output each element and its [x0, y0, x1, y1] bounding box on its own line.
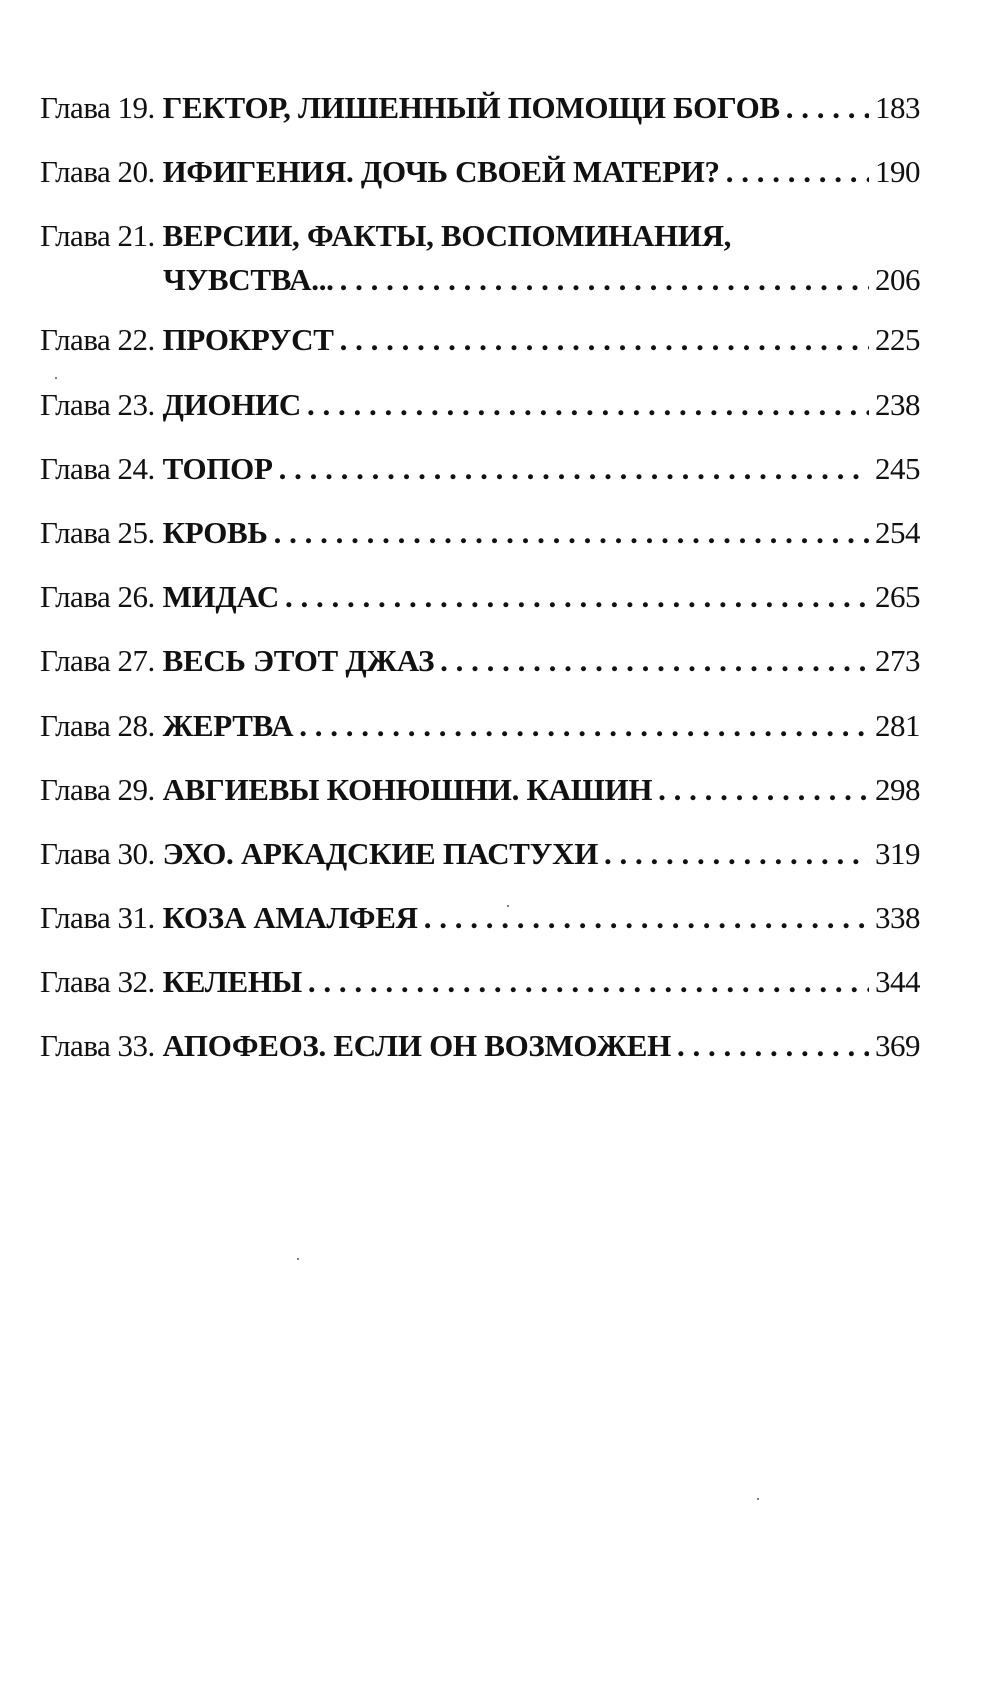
chapter-number: Глава 26. [40, 579, 155, 615]
toc-entry-25[interactable] [40, 513, 920, 577]
chapter-title: АВГИЕВЫ КОНЮШНИ. КАШИН [162, 771, 653, 807]
toc-entry-line-continued [40, 260, 920, 304]
toc-entry-30[interactable] [40, 834, 920, 898]
chapter-number: Глава 30. [40, 835, 155, 871]
chapter-number: Глава 31. [40, 900, 155, 936]
chapter-number: Глава 29. [40, 771, 155, 807]
toc-entry-28[interactable] [40, 706, 920, 770]
scan-speck [507, 905, 509, 907]
page-number: 190 [875, 154, 920, 190]
dot-leader [786, 88, 869, 128]
toc-entry-29[interactable] [40, 770, 920, 834]
dot-leader [726, 152, 869, 192]
page-number: 265 [875, 579, 920, 615]
dot-leader [279, 449, 869, 489]
chapter-title: КРОВЬ [162, 514, 268, 550]
toc-entry-23[interactable] [40, 385, 920, 449]
toc-entry-line [40, 216, 920, 260]
toc-entry-33[interactable] [40, 1026, 920, 1090]
toc-entry-26[interactable] [40, 577, 920, 641]
dot-leader [424, 898, 869, 938]
chapter-title: ВЕРСИИ, ФАКТЫ, ВОСПОМИНАНИЯ, [162, 218, 732, 254]
chapter-number: Глава 20. [40, 154, 155, 190]
dot-leader [308, 962, 869, 1002]
scan-speck [297, 1258, 299, 1260]
page-number: 238 [875, 386, 920, 422]
toc-entry-32[interactable] [40, 962, 920, 1026]
chapter-title: КЕЛЕНЫ [162, 964, 302, 1000]
dot-leader [299, 706, 869, 746]
page-number: 298 [875, 771, 920, 807]
chapter-number: Глава 22. [40, 322, 155, 358]
page-number: 245 [875, 450, 920, 486]
dot-leader [604, 834, 869, 874]
page-number: 225 [875, 322, 920, 358]
toc-entry-31[interactable] [40, 898, 920, 962]
toc-entry-22[interactable] [40, 320, 920, 384]
chapter-title: АПОФЕОЗ. ЕСЛИ ОН ВОЗМОЖЕН [162, 1028, 671, 1064]
chapter-title: МИДАС [162, 579, 279, 615]
chapter-number: Глава 33. [40, 1028, 155, 1064]
chapter-number: Глава 23. [40, 386, 155, 422]
toc-entry-19[interactable] [40, 88, 920, 152]
page-number: 344 [875, 964, 920, 1000]
page-number: 206 [875, 262, 920, 298]
chapter-number: Глава 28. [40, 707, 155, 743]
page-number: 281 [875, 707, 920, 743]
chapter-title: ЭХО. АРКАДСКИЕ ПАСТУХИ [162, 835, 599, 871]
chapter-title: ГЕКТОР, ЛИШЕННЫЙ ПОМОЩИ БОГОВ [162, 90, 780, 125]
chapter-title: КОЗА АМАЛФЕЯ [162, 900, 418, 936]
chapter-number: Глава 27. [40, 643, 155, 679]
chapter-title: ТОПОР [162, 450, 273, 486]
chapter-title: ИФИГЕНИЯ. ДОЧЬ СВОЕЙ МАТЕРИ? [162, 154, 720, 190]
toc-entry-27[interactable] [40, 641, 920, 705]
dot-leader [677, 1026, 869, 1066]
scan-speck [757, 1498, 759, 1500]
toc-entry-24[interactable] [40, 449, 920, 513]
page-number: 254 [875, 514, 920, 550]
dot-leader [285, 577, 869, 617]
dot-leader [307, 385, 869, 425]
chapter-title-continued: ЧУВСТВА... [163, 262, 334, 298]
dot-leader [340, 320, 869, 360]
chapter-title: ЖЕРТВА [162, 707, 294, 743]
table-of-contents [40, 88, 920, 1091]
chapter-title: ВЕСЬ ЭТОТ ДЖАЗ [162, 643, 435, 679]
dot-leader [340, 260, 869, 300]
toc-entry-20[interactable] [40, 152, 920, 216]
page-number: 369 [875, 1028, 920, 1064]
chapter-number: Глава 25. [40, 514, 155, 550]
scan-speck [55, 377, 57, 379]
page-number: 183 [875, 90, 920, 125]
page-number: 338 [875, 900, 920, 936]
chapter-title: ДИОНИС [162, 386, 301, 422]
dot-leader [658, 770, 869, 810]
dot-leader [274, 513, 869, 553]
chapter-number: Глава 21. [40, 218, 155, 254]
chapter-number: Глава 24. [40, 450, 155, 486]
page-number: 319 [875, 835, 920, 871]
dot-leader [440, 641, 869, 681]
chapter-number: Глава 32. [40, 964, 155, 1000]
chapter-title: ПРОКРУСТ [162, 322, 334, 358]
toc-entry-21[interactable] [40, 216, 920, 320]
page-number: 273 [875, 643, 920, 679]
chapter-number: Глава 19. [40, 90, 155, 125]
